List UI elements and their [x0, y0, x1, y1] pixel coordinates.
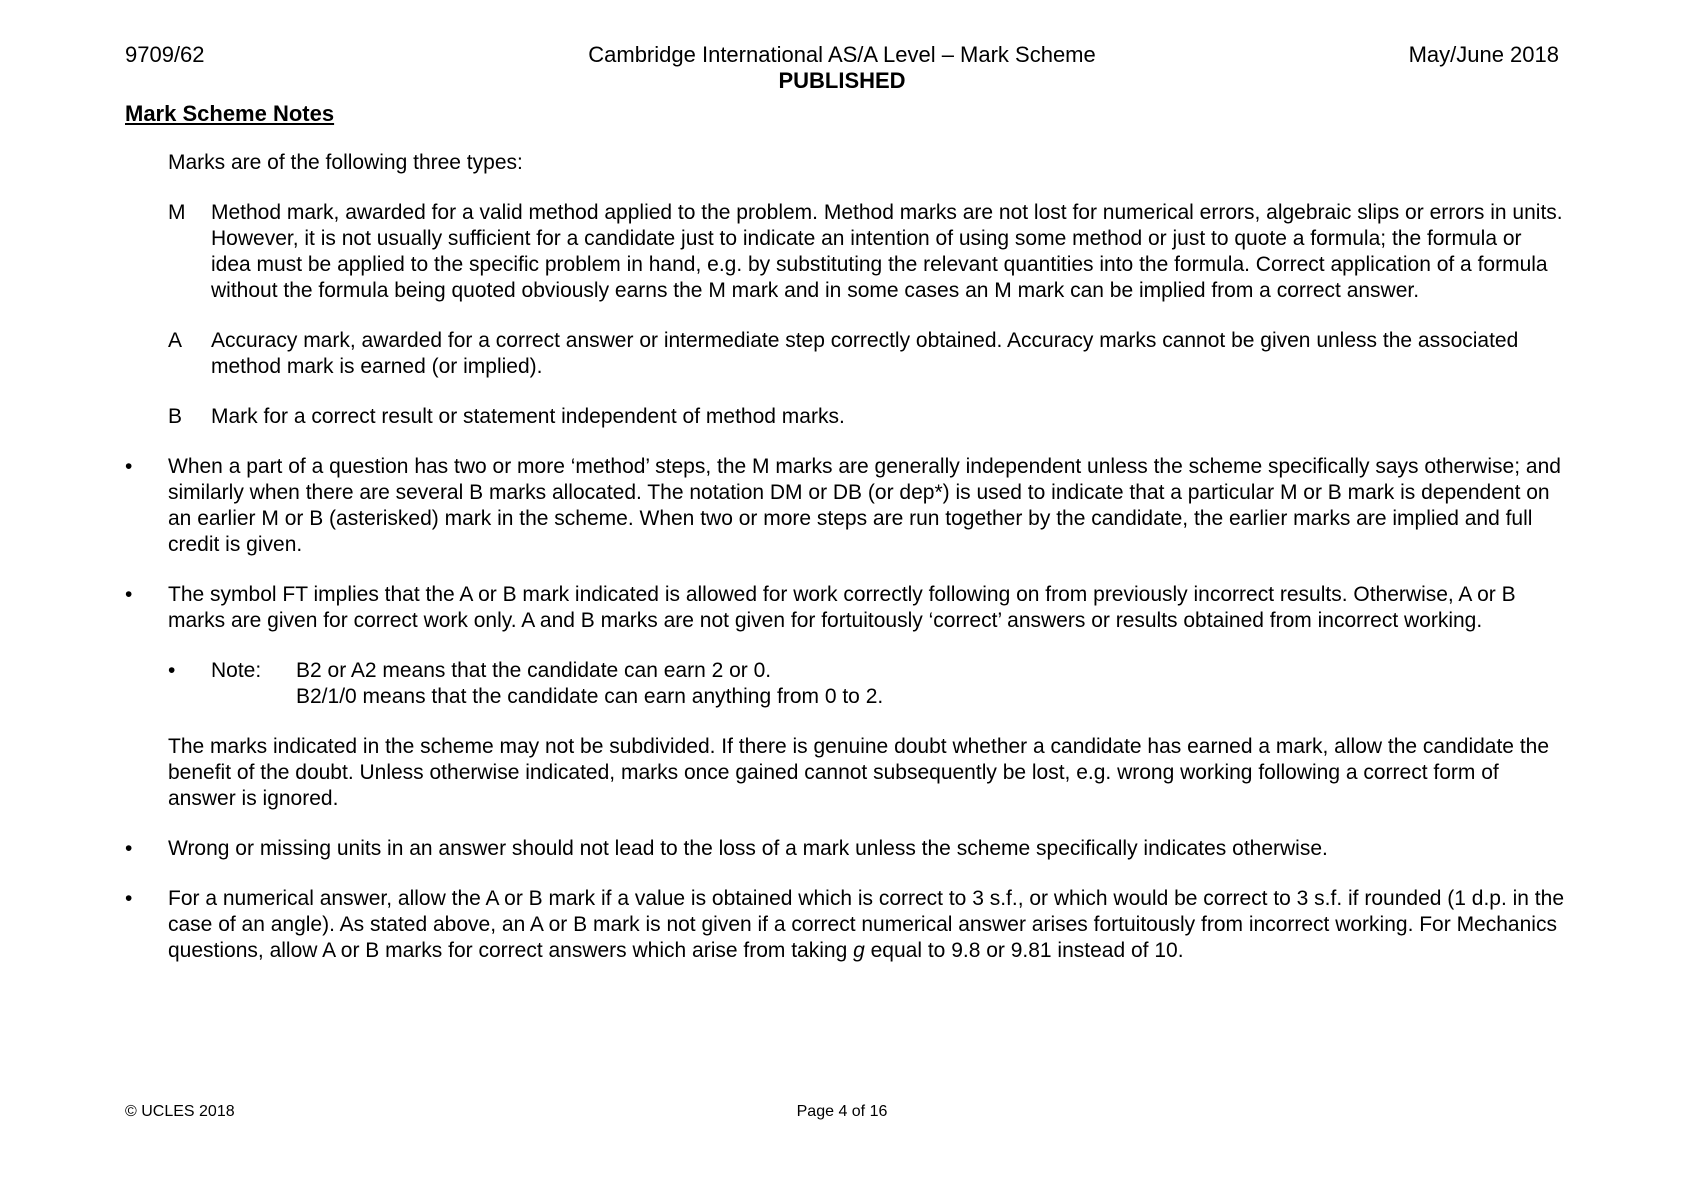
- paper-code: 9709/62: [125, 42, 205, 67]
- note-label: Note:: [211, 659, 262, 682]
- mark-type-desc: Method mark, awarded for a valid method applied to the problem. Method marks are not lost for numerical errors, algebraic slips or errors in units. However, it is not usually sufficient for a candidate just to indicate an intention of using some method or just to quote a formula; the formula or idea must be applied to the specific problem in hand, e.g. by substituting the relevant quantities into the formula. Correct application of a formula without the formula being quoted obviously earns the M mark and in some cases an M mark can be implied from a correct answer.: [211, 201, 1563, 302]
- bullet-ft-symbol: [125, 582, 1565, 634]
- mark-type-m: [168, 200, 1565, 304]
- published-label: PUBLISHED: [778, 68, 906, 93]
- bullet-numerical: [125, 886, 1565, 964]
- copyright: © UCLES 2018: [125, 1103, 235, 1120]
- bullet-dot: •: [125, 837, 133, 860]
- note-line-1: B2 or A2 means that the candidate can earn 2 or 0.: [296, 659, 772, 682]
- bullet-dot: •: [125, 583, 133, 606]
- mark-type-b: [168, 404, 1565, 430]
- note-bullet: [168, 658, 1565, 710]
- bullet-text: The symbol FT implies that the A or B mark indicated is allowed for work correctly following on from previously incorrect results. Otherwise, A or B marks are given for correct work only. A and B marks are not given for fortuitously ‘correct’ answers or results obtained from incorrect working.: [168, 583, 1516, 632]
- document-title: Cambridge International AS/A Level – Mark Scheme: [588, 42, 1096, 67]
- bullet-dot: •: [125, 887, 133, 910]
- mark-type-code: A: [168, 329, 183, 352]
- mark-type-desc: Accuracy mark, awarded for a correct answer or intermediate step correctly obtained. Accuracy marks cannot be given unless the associated method mark is earned (or implied).: [211, 329, 1519, 378]
- note-line-2: B2/1/0 means that the candidate can earn anything from 0 to 2.: [296, 685, 884, 708]
- exam-session: May/June 2018: [1408, 42, 1559, 67]
- mark-type-a: [168, 328, 1565, 380]
- bullet-text: Wrong or missing units in an answer should not lead to the loss of a mark unless the scheme specifically indicates otherwise.: [168, 837, 1328, 860]
- gravity-symbol: g: [853, 939, 865, 962]
- intro-text: Marks are of the following three types:: [168, 151, 523, 174]
- section-title: Mark Scheme Notes: [125, 101, 335, 126]
- bullet-units: [125, 836, 1565, 862]
- bullet-text: When a part of a question has two or more ‘method’ steps, the M marks are generally independent unless the scheme specifically says otherwise; and similarly when there are several B marks allocated. The notation DM or DB (or dep*) is used to indicate that a particular M or B mark is dependent on an earlier M or B (asterisked) mark in the scheme. When two or more steps are run together by the candidate, the earlier marks are implied and full credit is given.: [168, 455, 1561, 556]
- bullet-dot: •: [168, 659, 176, 682]
- note-lines: [296, 658, 883, 710]
- mark-type-code: M: [168, 201, 186, 224]
- numerical-text-before: For a numerical answer, allow the A or B mark if a value is obtained which is correct to 3 s.f., or which would be correct to 3 s.f. if rounded (1 d.p. in the case of an angle). As stated above, an A or B mark is not given if a correct numerical answer arises fortuitously from incorrect working. For Mechanics questions, allow A or B marks for correct answers which arise from taking: [168, 887, 1564, 962]
- bullet-method-steps: [125, 454, 1565, 558]
- numerical-text-after: equal to 9.8 or 9.81 instead of 10.: [864, 939, 1184, 962]
- bullet-dot: •: [125, 455, 133, 478]
- notes-content: [125, 150, 1565, 988]
- mark-type-desc: Mark for a correct result or statement independent of method marks.: [211, 405, 845, 428]
- page-number: Page 4 of 16: [796, 1103, 888, 1120]
- mark-type-code: B: [168, 405, 183, 428]
- bullet-text: [168, 886, 1565, 964]
- subdivision-paragraph: The marks indicated in the scheme may not be subdivided. If there is genuine doubt whether a candidate has earned a mark, allow the candidate the benefit of the doubt. Unless otherwise indicated, marks once gained cannot subsequently be lost, e.g. wrong working following a correct form of answer is ignored.: [168, 735, 1550, 810]
